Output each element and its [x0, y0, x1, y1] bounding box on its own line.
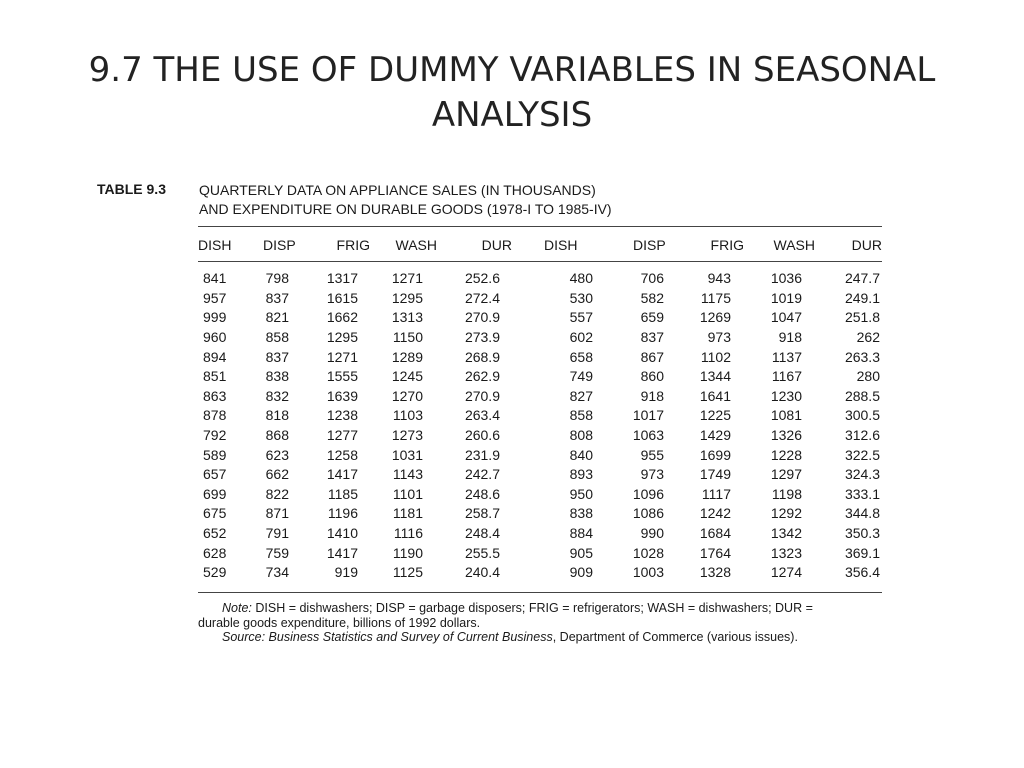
table-cell: 369.1 [844, 544, 880, 561]
table-cell: 706 [640, 270, 664, 287]
table-cell: 1137 [771, 348, 802, 365]
table-cell: 1245 [391, 368, 423, 385]
table-cell: 1555 [326, 368, 358, 385]
column-header-disp-2: DISP [633, 237, 666, 253]
table-cell: 1116 [393, 525, 423, 542]
table-cell: 258.7 [464, 505, 500, 522]
table-cell: 1295 [326, 329, 358, 346]
table-cell: 582 [640, 289, 664, 306]
table-row [198, 367, 882, 387]
table-cell: 602 [569, 329, 593, 346]
column-header-dish-1: DISH [198, 237, 232, 253]
table-cell: 1749 [699, 466, 731, 483]
table-cell: 759 [265, 544, 289, 561]
table-row [198, 308, 882, 328]
table-cell: 950 [569, 485, 593, 502]
table-cell: 1063 [632, 427, 664, 444]
table-cell: 918 [778, 329, 802, 346]
table-cell: 878 [203, 407, 227, 424]
table-cell: 1342 [770, 525, 802, 542]
table-cell: 1143 [392, 466, 423, 483]
table-cell: 280 [856, 368, 880, 385]
table-cell: 1228 [770, 446, 802, 463]
table-cell: 1190 [392, 544, 423, 561]
table-label: TABLE 9.3 [97, 181, 166, 197]
table-cell: 792 [203, 427, 227, 444]
table-cell: 999 [203, 309, 227, 326]
table-cell: 822 [265, 485, 289, 502]
table-note [198, 601, 888, 645]
table-cell: 251.8 [844, 309, 880, 326]
column-header-frig-1: FRIG [336, 237, 370, 253]
table-cell: 249.1 [844, 289, 880, 306]
table-row [198, 269, 882, 289]
table-cell: 1103 [392, 407, 423, 424]
table-cell: 1081 [770, 407, 802, 424]
table-cell: 589 [203, 446, 227, 463]
table-cell: 1273 [391, 427, 423, 444]
note-text-2: durable goods expenditure, billions of 1992 dollars. [198, 615, 481, 630]
table-cell: 272.4 [464, 289, 500, 306]
table-row [198, 426, 882, 446]
table-cell: 1323 [770, 544, 802, 561]
table-cell: 860 [640, 368, 664, 385]
table-cell: 909 [569, 564, 593, 581]
top-rule [198, 226, 882, 227]
note-label: Note: [222, 601, 252, 615]
table-cell: 1277 [326, 427, 358, 444]
table-cell: 863 [203, 387, 227, 404]
table-cell: 300.5 [844, 407, 880, 424]
table-cell: 252.6 [464, 270, 500, 287]
table-cell: 838 [569, 505, 593, 522]
table-cell: 955 [640, 446, 664, 463]
table-cell: 1326 [770, 427, 802, 444]
table-cell: 263.3 [844, 348, 880, 365]
table-row [198, 504, 882, 524]
table-row [198, 445, 882, 465]
source-rest: , Department of Commerce (various issues). [552, 630, 798, 644]
table-cell: 312.6 [844, 427, 880, 444]
table-cell: 263.4 [464, 407, 500, 424]
table-cell: 662 [265, 466, 289, 483]
slide-title: 9.7 THE USE OF DUMMY VARIABLES IN SEASONAL ANALYSIS [88, 50, 936, 135]
table-cell: 1181 [392, 505, 423, 522]
table-cell: 1699 [699, 446, 731, 463]
table-cell: 262 [856, 329, 880, 346]
table-cell: 1292 [770, 505, 802, 522]
column-header-wash-1: WASH [395, 237, 437, 253]
table-cell: 818 [265, 407, 289, 424]
table-cell: 918 [640, 387, 664, 404]
table-cell: 791 [265, 525, 289, 542]
table-cell: 270.9 [464, 309, 500, 326]
table-cell: 623 [265, 446, 289, 463]
table-cell: 838 [265, 368, 289, 385]
table-row [198, 563, 882, 583]
table-cell: 333.1 [844, 485, 880, 502]
table-cell: 893 [569, 466, 593, 483]
table-cell: 260.6 [464, 427, 500, 444]
table-cell: 858 [569, 407, 593, 424]
table-cell: 652 [203, 525, 227, 542]
table-cell: 905 [569, 544, 593, 561]
table-cell: 1271 [326, 348, 358, 365]
table-caption-line-2: AND EXPENDITURE ON DURABLE GOODS (1978-I TO 1985-IV) [199, 201, 612, 217]
appliance-sales-table [198, 232, 882, 583]
table-row [198, 347, 882, 367]
table-cell: 657 [203, 466, 227, 483]
table-cell: 659 [640, 309, 664, 326]
table-cell: 851 [203, 368, 227, 385]
table-cell: 1238 [326, 407, 358, 424]
table-cell: 821 [265, 309, 289, 326]
table-cell: 1198 [771, 485, 802, 502]
table-caption-line-1: QUARTERLY DATA ON APPLIANCE SALES (IN THOUSANDS) [199, 182, 596, 198]
table-cell: 840 [569, 446, 593, 463]
table-cell: 973 [707, 329, 731, 346]
table-cell: 1258 [326, 446, 358, 463]
table-cell: 960 [203, 329, 227, 346]
table-cell: 868 [265, 427, 289, 444]
table-cell: 841 [203, 270, 227, 287]
table-cell: 1101 [392, 485, 423, 502]
table-cell: 1639 [326, 387, 358, 404]
table-cell: 1270 [391, 387, 423, 404]
table-cell: 1086 [632, 505, 664, 522]
column-header-dish-2: DISH [544, 237, 578, 253]
table-cell: 1242 [699, 505, 731, 522]
table-header-row [198, 232, 882, 258]
column-header-dur-2: DUR [851, 237, 882, 253]
table-cell: 699 [203, 485, 227, 502]
table-cell: 270.9 [464, 387, 500, 404]
table-cell: 990 [640, 525, 664, 542]
table-cell: 1295 [391, 289, 423, 306]
table-cell: 1344 [699, 368, 731, 385]
table-cell: 1096 [632, 485, 664, 502]
table-cell: 262.9 [464, 368, 500, 385]
table-cell: 894 [203, 348, 227, 365]
table-cell: 827 [569, 387, 593, 404]
table-cell: 1196 [327, 505, 358, 522]
table-cell: 943 [707, 270, 731, 287]
table-cell: 268.9 [464, 348, 500, 365]
table-cell: 837 [265, 289, 289, 306]
table-cell: 1764 [699, 544, 731, 561]
table-cell: 1117 [701, 485, 731, 502]
table-cell: 1615 [326, 289, 358, 306]
table-body [198, 269, 882, 583]
table-cell: 919 [334, 564, 358, 581]
table-cell: 1662 [326, 309, 358, 326]
table-cell: 957 [203, 289, 227, 306]
table-cell: 675 [203, 505, 227, 522]
table-row [198, 543, 882, 563]
table-cell: 1167 [771, 368, 802, 385]
table-cell: 1417 [326, 466, 358, 483]
table-cell: 1003 [632, 564, 664, 581]
table-cell: 973 [640, 466, 664, 483]
bottom-rule [198, 592, 882, 593]
table-cell: 1185 [327, 485, 358, 502]
table-cell: 1274 [770, 564, 802, 581]
table-cell: 1031 [391, 446, 423, 463]
table-cell: 628 [203, 544, 227, 561]
table-cell: 247.7 [844, 270, 880, 287]
table-cell: 1036 [770, 270, 802, 287]
table-cell: 1019 [770, 289, 802, 306]
column-header-frig-2: FRIG [710, 237, 744, 253]
table-cell: 356.4 [844, 564, 880, 581]
table-cell: 734 [265, 564, 289, 581]
table-cell: 248.4 [464, 525, 500, 542]
table-cell: 749 [569, 368, 593, 385]
table-cell: 867 [640, 348, 664, 365]
table-cell: 1175 [700, 289, 731, 306]
table-cell: 529 [203, 564, 227, 581]
table-cell: 1271 [391, 270, 423, 287]
note-text-1: DISH = dishwashers; DISP = garbage disposers; FRIG = refrigerators; WASH = dishwashers; DUR = [251, 601, 813, 615]
table-cell: 808 [569, 427, 593, 444]
table-cell: 1150 [392, 329, 423, 346]
table-cell: 344.8 [844, 505, 880, 522]
table-cell: 557 [569, 309, 593, 326]
table-row [198, 387, 882, 407]
table-cell: 530 [569, 289, 593, 306]
table-cell: 1313 [391, 309, 423, 326]
column-header-wash-2: WASH [773, 237, 815, 253]
table-cell: 480 [569, 270, 593, 287]
table-cell: 798 [265, 270, 289, 287]
source-italic: Source: Business Statistics and Survey of Current Business [222, 630, 553, 644]
table-cell: 240.4 [464, 564, 500, 581]
table-cell: 1410 [326, 525, 358, 542]
table-cell: 324.3 [844, 466, 880, 483]
table-row [198, 406, 882, 426]
table-cell: 1047 [770, 309, 802, 326]
table-cell: 1417 [326, 544, 358, 561]
column-header-dur-1: DUR [481, 237, 512, 253]
table-cell: 1269 [699, 309, 731, 326]
table-cell: 350.3 [844, 525, 880, 542]
table-cell: 1289 [391, 348, 423, 365]
table-cell: 837 [265, 348, 289, 365]
table-cell: 248.6 [464, 485, 500, 502]
table-cell: 884 [569, 525, 593, 542]
table-cell: 255.5 [464, 544, 500, 561]
table-cell: 1028 [632, 544, 664, 561]
table-cell: 1328 [699, 564, 731, 581]
table-cell: 858 [265, 329, 289, 346]
table-cell: 1317 [326, 270, 358, 287]
table-cell: 871 [265, 505, 289, 522]
table-cell: 837 [640, 329, 664, 346]
table-cell: 832 [265, 387, 289, 404]
table-cell: 1102 [700, 348, 731, 365]
table-cell: 658 [569, 348, 593, 365]
table-cell: 1125 [392, 564, 423, 581]
table-row [198, 524, 882, 544]
table-cell: 288.5 [844, 387, 880, 404]
table-cell: 273.9 [464, 329, 500, 346]
table-row [198, 328, 882, 348]
table-caption [199, 181, 612, 219]
table-cell: 231.9 [464, 446, 500, 463]
table-row [198, 465, 882, 485]
table-cell: 1225 [699, 407, 731, 424]
table-cell: 1297 [770, 466, 802, 483]
table-cell: 1230 [770, 387, 802, 404]
table-cell: 322.5 [844, 446, 880, 463]
table-cell: 1017 [632, 407, 664, 424]
table-cell: 1641 [699, 387, 731, 404]
table-row [198, 289, 882, 309]
table-row [198, 485, 882, 505]
column-header-disp-1: DISP [263, 237, 296, 253]
table-cell: 1684 [699, 525, 731, 542]
table-cell: 1429 [699, 427, 731, 444]
table-cell: 242.7 [464, 466, 500, 483]
